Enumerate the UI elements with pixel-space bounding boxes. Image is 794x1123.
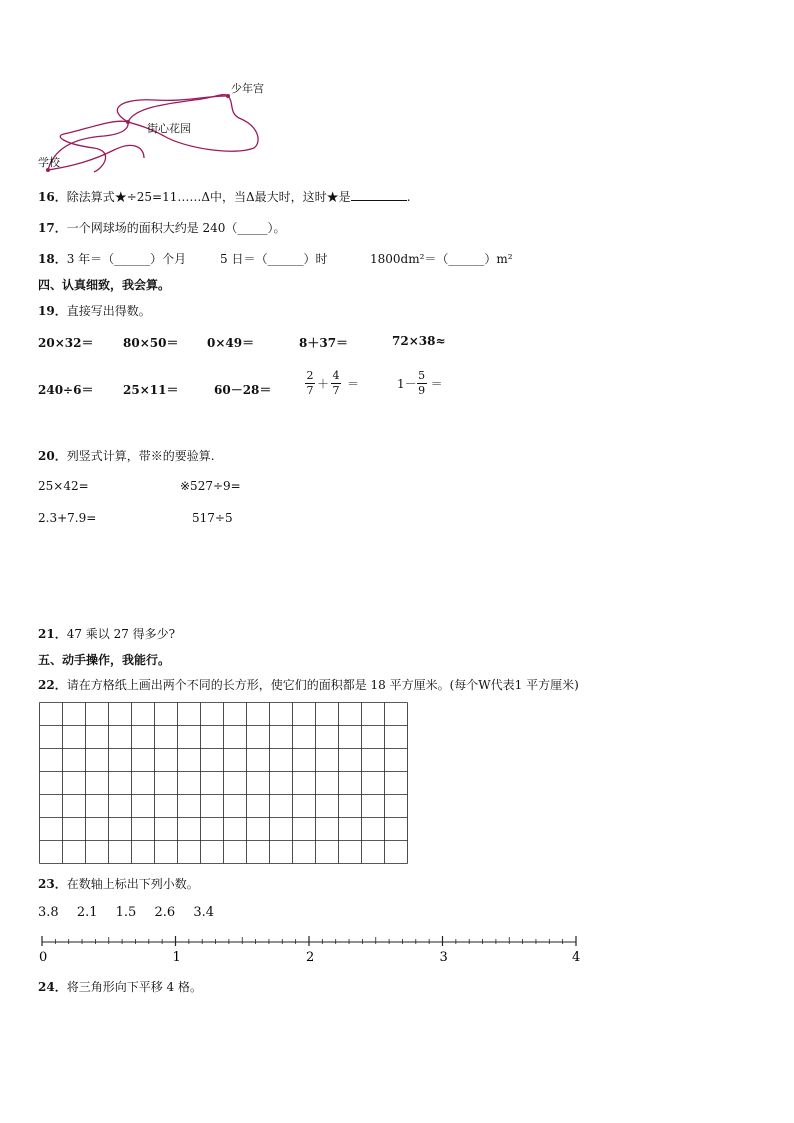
decimal-item: 1.5 bbox=[115, 905, 137, 920]
equals-sign: ＝ bbox=[430, 377, 443, 391]
question-text: 请在方格纸上画出两个不同的长方形，使它们的面积都是 18 平方厘米。(每个W代表1 平方厘米) bbox=[66, 678, 579, 692]
vertical-calc-item: 2.3+7.9= bbox=[38, 511, 97, 525]
question-number: 23． bbox=[38, 877, 67, 891]
route-path-3 bbox=[117, 96, 228, 122]
number-line[interactable] bbox=[38, 934, 583, 971]
axis-label: 0 bbox=[39, 950, 48, 965]
question-19 bbox=[38, 302, 151, 319]
question-17 bbox=[38, 219, 285, 236]
route-path-1 bbox=[48, 121, 128, 172]
calc-item: 60－28＝ bbox=[214, 383, 272, 397]
question-text: 一个网球场的面积大约是 240（ bbox=[66, 221, 238, 235]
question-text: 47 乘以 27 得多少? bbox=[66, 627, 176, 641]
plus-sign: ＋ bbox=[317, 377, 330, 391]
question-text: 在数轴上标出下列小数。 bbox=[66, 877, 199, 891]
decimal-item: 2.1 bbox=[76, 905, 98, 920]
question-number: 21． bbox=[38, 627, 67, 641]
question-16 bbox=[38, 188, 411, 205]
question-22 bbox=[38, 676, 579, 693]
calc-item: 72×38≈ bbox=[392, 334, 446, 348]
calc-item: 240÷6＝ bbox=[38, 383, 94, 397]
vertical-calc-item: 25×42= bbox=[38, 479, 89, 493]
question-number: 16． bbox=[38, 190, 67, 204]
calc-item: 80×50＝ bbox=[123, 336, 179, 350]
garden-dot bbox=[126, 120, 130, 124]
part-3-end: ）m² bbox=[484, 252, 513, 266]
decimal-item: 3.8 bbox=[38, 905, 59, 920]
answer-blank-3[interactable]: ______ bbox=[448, 252, 485, 266]
question-18-part-3 bbox=[370, 250, 513, 267]
question-21 bbox=[38, 625, 175, 642]
axis-label: 4 bbox=[572, 950, 581, 965]
answer-blank[interactable]: _____ bbox=[237, 221, 268, 235]
equals-sign: ＝ bbox=[347, 377, 360, 391]
part-1-end: ）个月 bbox=[150, 252, 187, 266]
calc-item: 0×49＝ bbox=[207, 336, 255, 350]
question-number: 18． bbox=[38, 252, 67, 266]
question-number: 17． bbox=[38, 221, 67, 235]
question-23 bbox=[38, 875, 199, 892]
lead-term: 1－ bbox=[397, 377, 417, 391]
vertical-calc-item: 517÷5 bbox=[192, 511, 233, 525]
section-5-heading: 五、动手操作，我能行。 bbox=[38, 653, 171, 667]
fraction-sum bbox=[305, 370, 359, 397]
question-number: 24． bbox=[38, 980, 67, 994]
answer-blank-2[interactable]: ______ bbox=[267, 252, 304, 266]
question-end: . bbox=[406, 190, 411, 204]
axis-label: 3 bbox=[439, 950, 448, 965]
fraction-subtract bbox=[397, 370, 443, 397]
youth-palace-dot bbox=[226, 94, 230, 98]
part-3-text: 1800dm²＝（ bbox=[370, 252, 449, 266]
part-2-text: 5 日＝（ bbox=[220, 252, 268, 266]
section-4-heading: 四、认真细致，我会算。 bbox=[38, 278, 171, 292]
question-text: 除法算式★÷25=11……Δ中，当Δ最大时，这时★是 bbox=[66, 190, 351, 204]
question-20 bbox=[38, 447, 215, 464]
youth-palace-label: 少年宫 bbox=[231, 82, 264, 95]
question-number: 20． bbox=[38, 449, 67, 463]
axis-label: 1 bbox=[172, 950, 181, 965]
question-number: 19． bbox=[38, 304, 67, 318]
answer-blank[interactable] bbox=[351, 200, 407, 201]
fraction-c: $\frac{5}{9}$ bbox=[418, 369, 426, 397]
question-text: 将三角形向下平移 4 格。 bbox=[66, 980, 202, 994]
question-text: 直接写出得数。 bbox=[66, 304, 151, 318]
question-number: 22． bbox=[38, 678, 67, 692]
decimal-item: 3.4 bbox=[193, 905, 214, 920]
part-2-end: ）时 bbox=[303, 252, 328, 266]
grid-paper[interactable] bbox=[39, 702, 409, 867]
answer-blank-1[interactable]: ______ bbox=[114, 252, 151, 266]
question-end: ）。 bbox=[267, 221, 286, 235]
question-18 bbox=[38, 250, 186, 267]
axis-label: 2 bbox=[306, 950, 315, 965]
question-24 bbox=[38, 978, 202, 995]
school-label: 学校 bbox=[38, 156, 60, 169]
fraction-b: $\frac{4}{7}$ bbox=[332, 369, 340, 397]
fraction-a: $\frac{2}{7}$ bbox=[306, 369, 314, 397]
calc-item: 8＋37＝ bbox=[299, 336, 349, 350]
decimal-list bbox=[38, 905, 214, 920]
question-text: 列竖式计算，带※的要验算. bbox=[66, 449, 215, 463]
calc-item: 20×32＝ bbox=[38, 336, 94, 350]
vertical-calc-item: ※527÷9= bbox=[180, 479, 241, 493]
garden-label: 街心花园 bbox=[147, 122, 191, 135]
question-18-part-2 bbox=[220, 250, 327, 267]
part-1-text: 3 年＝（ bbox=[66, 252, 115, 266]
calc-item: 25×11＝ bbox=[123, 383, 179, 397]
decimal-item: 2.6 bbox=[154, 905, 176, 920]
